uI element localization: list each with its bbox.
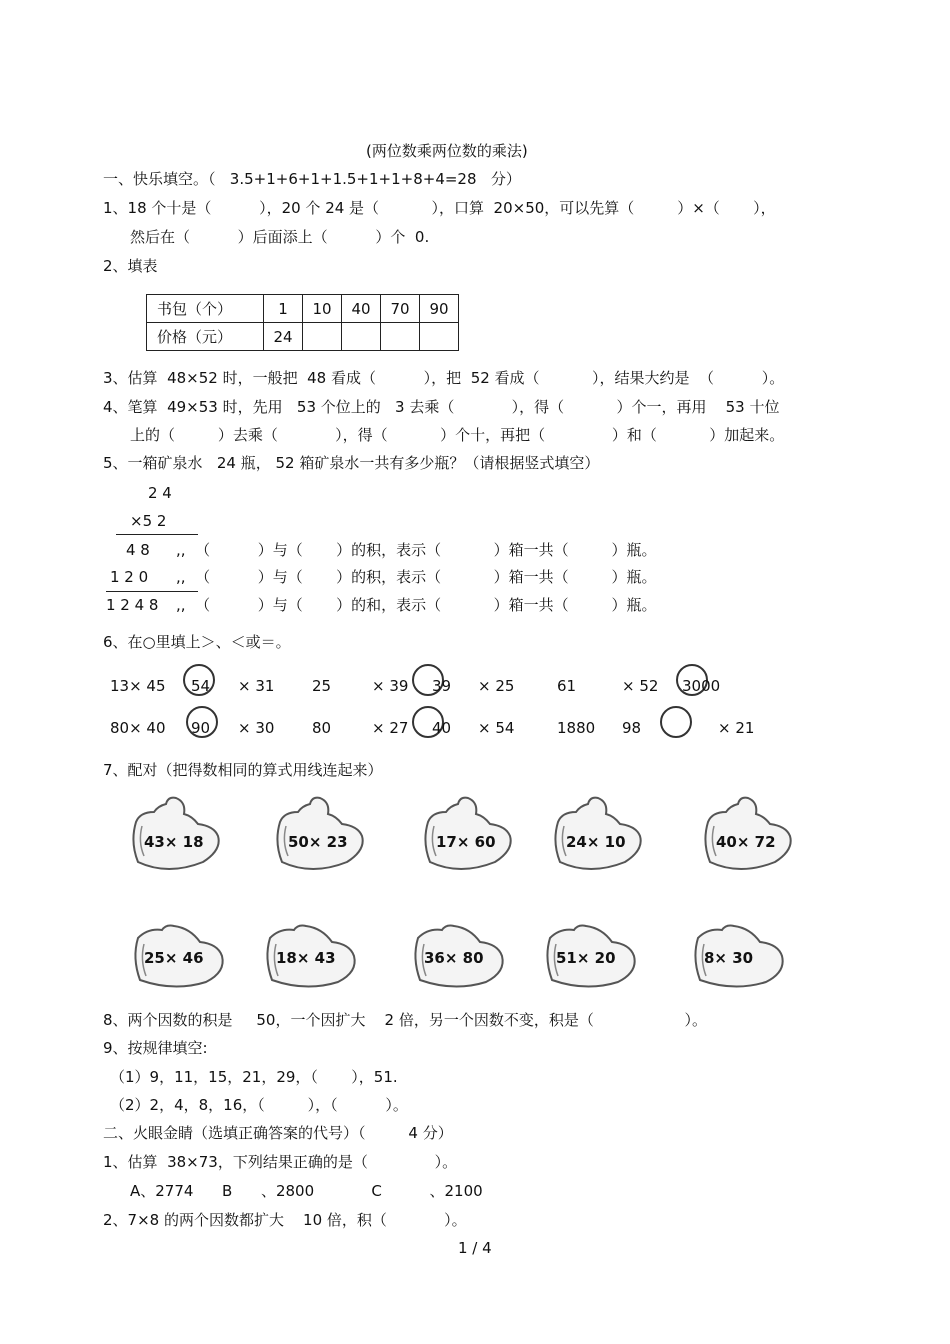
mitten-card[interactable] [538, 918, 642, 994]
table-cell: 40 [342, 295, 381, 323]
price-table [146, 294, 459, 351]
table-cell: 1 [264, 295, 303, 323]
mitten-label: 40× 72 [716, 833, 776, 851]
calc-top: 2 4 [148, 484, 172, 502]
calc-mult: ×5 2 [130, 512, 167, 530]
page-title: (两位数乘两位数的乘法) [366, 142, 528, 160]
mitten-card[interactable] [262, 792, 370, 876]
q5: 5、一箱矿泉水 24 瓶， 52 箱矿泉水一共有多少瓶？（请根据竖式填空） [103, 454, 600, 472]
table-cell: 书包（个） [147, 295, 264, 323]
compare-item: × 31 [238, 677, 275, 695]
q8: 8、两个因数的积是 50，一个因扩大 2 倍，另一个因数不变，积是（ ）。 [103, 1011, 707, 1029]
compare-item: 25 [312, 677, 332, 695]
mitten-card[interactable] [126, 918, 230, 994]
table-cell: 90 [420, 295, 459, 323]
table-cell: 70 [381, 295, 420, 323]
compare-item: 98 [622, 719, 642, 737]
compare-item: × 39 [372, 677, 409, 695]
q9: 9、按规律填空: [103, 1039, 208, 1057]
calc-line-1 [116, 534, 198, 535]
compare-item: 80 [312, 719, 332, 737]
compare-item: × 30 [238, 719, 275, 737]
table-cell: 价格（元） [147, 323, 264, 351]
mitten-label: 25× 46 [144, 949, 204, 967]
mitten-card[interactable] [406, 918, 510, 994]
table-cell: 10 [303, 295, 342, 323]
compare-item: 90 [191, 719, 211, 737]
section2-heading: 二、火眼金睛（选填正确答案的代号）（ 4 分） [103, 1124, 453, 1142]
mitten-label: 17× 60 [436, 833, 496, 851]
q1-line2: 然后在（ ）后面添上（ ）个 0. [130, 228, 430, 246]
calc-row2-num: 1 2 0 [110, 568, 149, 586]
compare-item: 13× 45 [110, 677, 166, 695]
compare-item: 40 [432, 719, 452, 737]
q2-label: 2、填表 [103, 257, 158, 275]
compare-item: 80× 40 [110, 719, 166, 737]
q6: 6、在○里填上＞、＜或＝。 [103, 633, 291, 651]
calc-row1-text: ,, （ ）与（ ）的积，表示（ ）箱一共（ ）瓶。 [176, 541, 657, 559]
q9-2: （2）2，4，8，16，（ ），（ ）。 [110, 1096, 408, 1114]
table-row [147, 323, 459, 351]
mitten-label: 8× 30 [704, 949, 754, 967]
q1-line1: 1、18 个十是（ ），20 个 24 是（ ），口算 20×50，可以先算（ ）×（ ）， [103, 199, 776, 217]
compare-circle[interactable] [660, 706, 692, 738]
calc-row1-num: 4 8 [126, 541, 150, 559]
mitten-label: 18× 43 [276, 949, 336, 967]
q4-line2: 上的（ ）去乘（ ），得（ ）个十，再把（ ）和（ ）加起来。 [130, 426, 785, 444]
compare-item: 39 [432, 677, 452, 695]
mitten-card[interactable] [540, 792, 648, 876]
calc-row3-text: ,, （ ）与（ ）的和，表示（ ）箱一共（ ）瓶。 [176, 596, 657, 614]
calc-row2-text: ,, （ ）与（ ）的积，表示（ ）箱一共（ ）瓶。 [176, 568, 657, 586]
q7: 7、配对（把得数相同的算式用线连起来） [103, 761, 383, 779]
mitten-label: 43× 18 [144, 833, 204, 851]
q4-line1: 4、笔算 49×53 时，先用 53 个位上的 3 去乘（ ），得（ ）个一，再用 53 十位 [103, 398, 780, 416]
compare-item: × 21 [718, 719, 755, 737]
compare-item: 61 [557, 677, 577, 695]
answer-cell[interactable] [420, 323, 459, 351]
mitten-card[interactable] [686, 918, 790, 994]
s2-q1: 1、估算 38×73，下列结果正确的是（ ）。 [103, 1153, 458, 1171]
calc-row3-num: 1 2 4 8 [106, 596, 159, 614]
compare-item: × 27 [372, 719, 409, 737]
calc-line-2 [106, 591, 198, 592]
mitten-label: 36× 80 [424, 949, 484, 967]
section1-heading: 一、快乐填空。（ 3.5+1+6+1+1.5+1+1+8+4=28 分） [103, 170, 521, 188]
answer-cell[interactable] [303, 323, 342, 351]
page-number: 1 / 4 [458, 1239, 492, 1257]
mitten-card[interactable] [118, 792, 226, 876]
mitten-card[interactable] [258, 918, 362, 994]
s2-q2: 2、7×8 的两个因数都扩大 10 倍，积（ ）。 [103, 1211, 467, 1229]
mitten-label: 50× 23 [288, 833, 348, 851]
s2-q1-options: A、2774 B 、2800 C 、2100 [130, 1182, 483, 1200]
compare-item: 54 [191, 677, 211, 695]
q9-1: （1）9，11，15，21，29，（ ），51. [110, 1068, 398, 1086]
mitten-label: 51× 20 [556, 949, 616, 967]
q3: 3、估算 48×52 时，一般把 48 看成（ ），把 52 看成（ ），结果大约是 （ ）。 [103, 369, 785, 387]
table-cell: 24 [264, 323, 303, 351]
compare-item: × 52 [622, 677, 659, 695]
mitten-card[interactable] [690, 792, 798, 876]
compare-item: × 25 [478, 677, 515, 695]
compare-item: 1880 [557, 719, 596, 737]
compare-item: 3000 [682, 677, 721, 695]
mitten-label: 24× 10 [566, 833, 626, 851]
answer-cell[interactable] [381, 323, 420, 351]
mitten-card[interactable] [410, 792, 518, 876]
answer-cell[interactable] [342, 323, 381, 351]
table-row [147, 295, 459, 323]
compare-item: × 54 [478, 719, 515, 737]
